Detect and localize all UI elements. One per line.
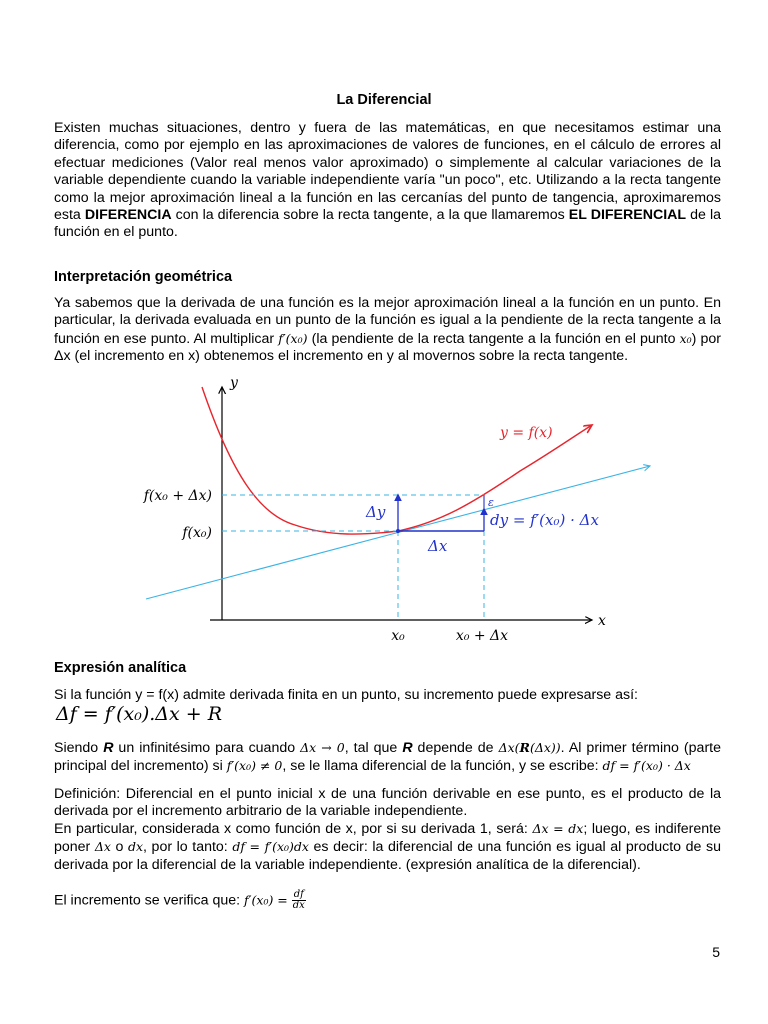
fraction-denominator: dx: [292, 900, 305, 911]
analytic-text-6: , se le llama diferencial de la función, y se escribe:: [282, 758, 603, 775]
label-delta-x: Δx: [428, 537, 448, 555]
point-x0: [396, 529, 400, 533]
label-x0-dx: x₀ + Δx: [455, 628, 509, 644]
increment-formula: Δf = f′(x₀).Δx + R: [56, 703, 223, 725]
label-delta-y: Δy: [366, 503, 386, 521]
math-limit: Δx → 0: [300, 740, 345, 755]
definition-paragraph: Definición: Diferencial en el punto inicial x de una función derivable en ese punto, es el producto de la derivada por el incremento arbitrario de la variable independiente.: [54, 786, 721, 820]
math-dx-equal: Δx = dx: [532, 821, 584, 836]
particular-text-1: En particular, considerada x como función de x, por si su derivada 1, será:: [54, 821, 533, 837]
math-dx: dx: [127, 839, 144, 855]
label-f-x0-dx: f(x₀ + Δx): [143, 488, 212, 504]
analytic-text-4: depende de: [412, 740, 499, 756]
intro-bold-diferencia: DIFERENCIA: [84, 207, 172, 224]
particular-text-4: , por lo tanto:: [143, 839, 233, 856]
page-number: 5: [712, 944, 720, 960]
geo-text-3: ) por Δx (el incremento en x) obtenemos el incremento en y al movernos sobre la recta tangente.: [54, 330, 721, 365]
intro-text-3: de la función en el punto.: [54, 207, 721, 241]
geo-text-1: Ya sabemos que la derivada de una función es la mejor aproximación lineal a la función en un punto. En particular, la derivada evaluada en un punto de la función es igual a la pendiente de la recta tangente a la función en ese punto. Al multiplicar: [54, 295, 721, 347]
label-epsilon: ε: [488, 496, 494, 509]
geo-math-x0: x₀: [679, 330, 692, 346]
math-derivative-eq: f′(x₀) =: [244, 892, 292, 908]
x-axis-label: x: [598, 613, 606, 629]
increment-text: El incremento se verifica que:: [54, 892, 245, 909]
particular-text-2: ; luego, es indiferente poner: [54, 821, 721, 856]
math-dependence-a: Δx(: [498, 740, 520, 755]
analytic-intro: Si la función y = f(x) admite derivada finita en un punto, su incremento puede expresarse así:: [54, 687, 638, 703]
analytic-text-1: Siendo: [54, 740, 104, 756]
intro-text-1: Existen muchas situaciones, dentro y fuera de las matemáticas, en que necesitamos estimar una diferencia, como por ejemplo en las aproximaciones de valores de funciones, en el cálculo de errores al efectuar mediciones (Valor real menos valor aproximado) o simplemente al calcular variaciones de la variable dependiente cuando la variable independiente varía "un poco", etc. Utilizando a la recta tangente como la mejor aproximación lineal a la función en las cercanías del punto de tangencia, aproximaremos esta: [54, 120, 721, 224]
symbol-R-1: R: [103, 740, 114, 756]
particular-text-3: o: [110, 839, 128, 856]
symbol-R-3: R: [519, 740, 530, 755]
intro-bold-diferencial: EL DIFERENCIAL: [568, 207, 687, 224]
geo-math-derivative: f′(x₀): [278, 330, 308, 346]
geo-text-2: (la pendiente de la recta tangente a la función en el punto: [307, 330, 680, 347]
heading-geometric: Interpretación geométrica: [54, 269, 233, 285]
fraction-numerator: df: [293, 889, 304, 900]
math-nonzero: f′(x₀) ≠ 0: [226, 758, 283, 774]
y-axis-label: y: [230, 375, 238, 391]
curve-label: y = f(x): [500, 425, 553, 441]
heading-analytic: Expresión analítica: [54, 660, 187, 676]
symbol-R-2: R: [402, 740, 413, 756]
math-delta-x: Δx: [94, 839, 111, 855]
math-df-dx: df = f′(x₀)dx: [232, 839, 309, 855]
differential-figure: [0, 365, 768, 665]
label-x0: x₀: [391, 628, 405, 644]
label-f-x0: f(x₀): [182, 525, 212, 541]
particular-text-5: es decir: la diferencial de una función es igual al producto de su derivada por la diferencial de la variable independiente. (expresión analítica de la diferencial).: [54, 839, 721, 873]
analytic-text-5: . Al primer término (parte principal del incremento) si: [54, 740, 721, 775]
math-dependence-b: (Δx)): [529, 740, 561, 755]
label-dy: dy = f′(x₀) · Δx: [490, 511, 599, 529]
math-differential: df = f′(x₀) · Δx: [602, 758, 691, 774]
analytic-paragraph: [54, 739, 721, 776]
geometric-paragraph: [54, 295, 721, 366]
intro-paragraph: [54, 120, 721, 242]
particular-paragraph: [54, 820, 721, 874]
page-title: La Diferencial: [336, 92, 432, 108]
analytic-text-3: , tal que: [344, 740, 403, 756]
analytic-text-2: un infinitésimo para cuando: [113, 740, 301, 756]
intro-text-2: con la diferencia sobre la recta tangente, a la que llamaremos: [171, 207, 569, 224]
increment-paragraph: [54, 890, 721, 911]
fraction-df-dx: [292, 890, 306, 911]
